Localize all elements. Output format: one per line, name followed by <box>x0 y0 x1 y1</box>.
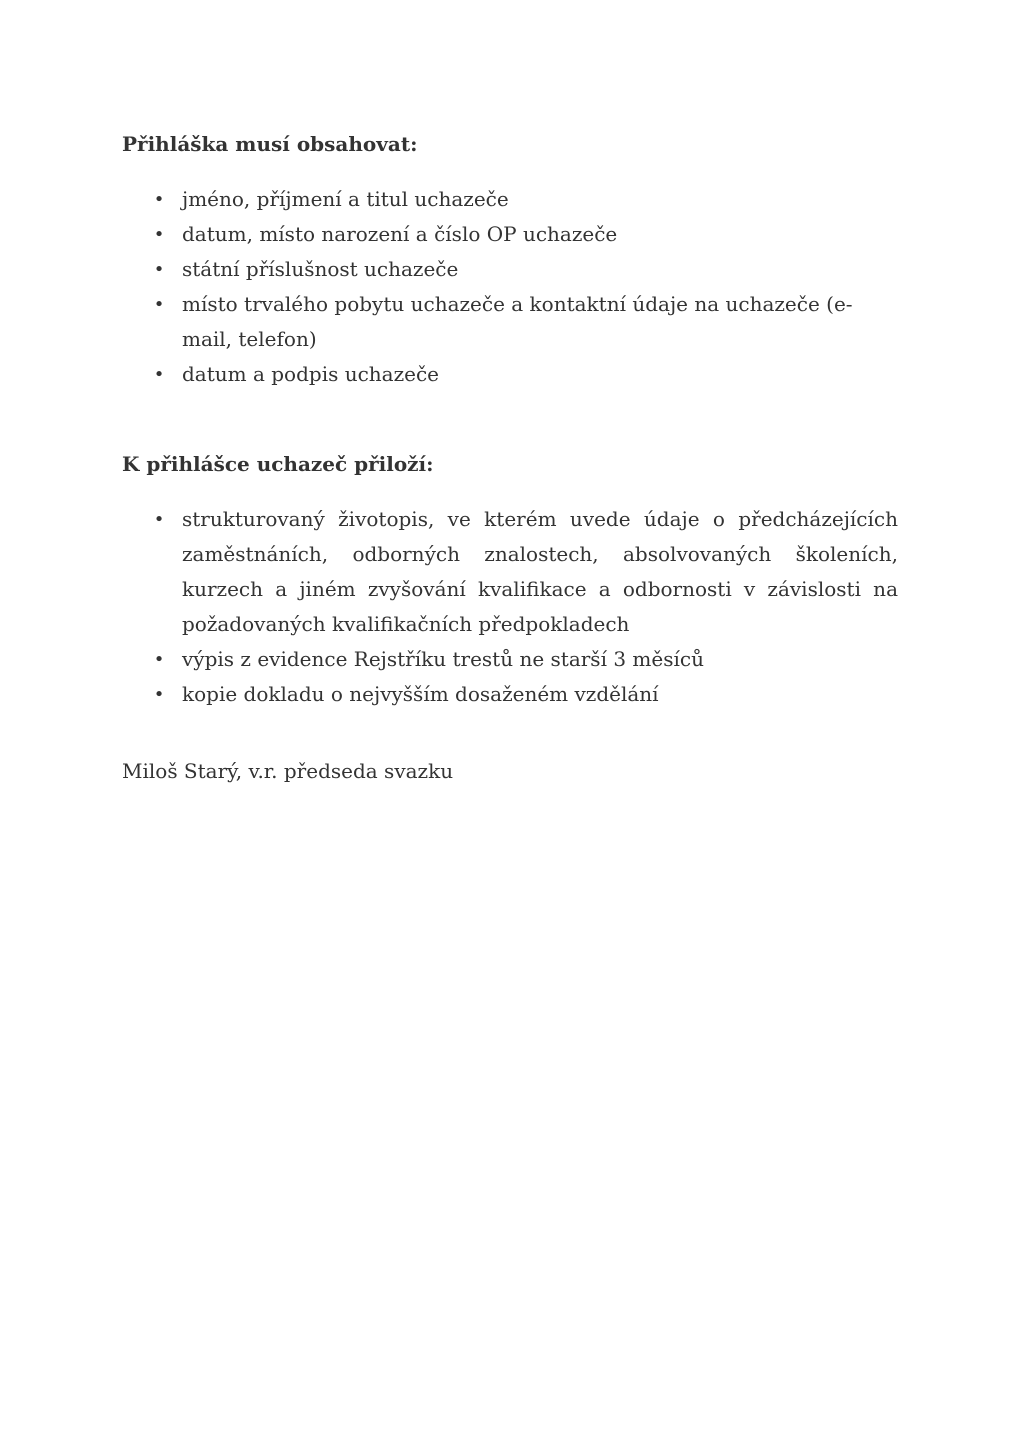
bullet-icon: • <box>153 509 165 530</box>
bullet-icon: • <box>153 189 165 210</box>
bullet-icon: • <box>153 224 165 245</box>
list-item <box>122 182 898 217</box>
document-content <box>122 128 898 787</box>
list-item-text: datum a podpis uchazeče <box>182 362 440 386</box>
bullet-icon: • <box>153 259 165 280</box>
application-requirements-list <box>122 182 898 392</box>
list-item-text: datum, místo narození a číslo OP uchazeče <box>182 222 618 246</box>
signature-line: Miloš Starý, v.r. předseda svazku <box>122 759 454 783</box>
list-item <box>122 677 898 712</box>
list-item <box>122 642 898 677</box>
bullet-icon: • <box>153 649 165 670</box>
list-item-text: kopie dokladu o nejvyšším dosaženém vzdělání <box>182 682 659 706</box>
list-item-text: výpis z evidence Rejstříku trestů ne starší 3 měsíců <box>182 647 704 671</box>
application-heading: Přihláška musí obsahovat: <box>122 132 418 156</box>
attachments-heading: K přihlášce uchazeč přiloží: <box>122 452 434 476</box>
list-item <box>122 287 898 357</box>
list-item-text: jméno, příjmení a titul uchazeče <box>182 187 509 211</box>
list-item-text: státní příslušnost uchazeče <box>182 257 459 281</box>
bullet-icon: • <box>153 294 165 315</box>
list-item <box>122 502 898 642</box>
bullet-icon: • <box>153 364 165 385</box>
list-item-text: strukturovaný životopis, ve kterém uvede údaje o předcházejících zaměstnáních, odborných znalostech, absolvovaných školeních, kurzech a jiném zvyšování kvalifikace a odbornosti v závislosti na požadovaných kvalifikačních předpokladech <box>182 507 898 636</box>
list-item <box>122 357 898 392</box>
list-item <box>122 252 898 287</box>
bullet-icon: • <box>153 684 165 705</box>
attachments-list <box>122 502 898 712</box>
list-item <box>122 217 898 252</box>
list-item-text: místo trvalého pobytu uchazeče a kontaktní údaje na uchazeče (e-mail, telefon) <box>182 292 853 351</box>
